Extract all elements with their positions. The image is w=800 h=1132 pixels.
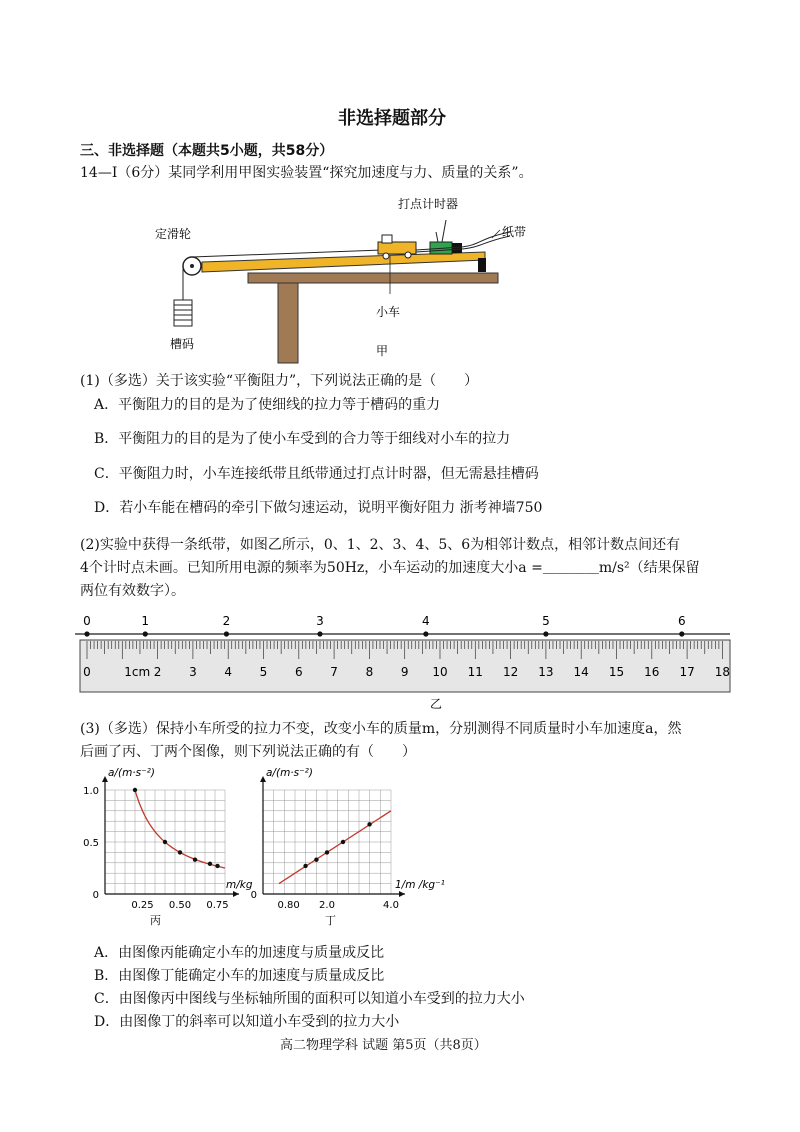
count-point-dot: [224, 631, 229, 636]
chart-ding: [245, 764, 450, 929]
weight-label: 槽码: [170, 337, 195, 351]
q1-option-c: C．平衡阻力时，小车连接纸带且纸带通过打点计时器，但无需悬挂槽码: [94, 466, 539, 482]
figure-yi-label: 乙: [430, 697, 443, 711]
q3-option-d: D．由图像丁的斜率可以知道小车受到的拉力大小: [94, 1014, 400, 1030]
pulley-label: 定滑轮: [155, 227, 192, 241]
hanging-weights-icon: [174, 300, 192, 326]
data-point: [341, 840, 345, 844]
q3-option-b: B．由图像丁能确定小车的加速度与质量成反比: [94, 968, 385, 984]
question-intro: 14—Ⅰ（6分）某同学利用甲图实验装置“探究加速度与力、质量的关系”。: [80, 165, 533, 181]
x-tick-label: 0.50: [168, 900, 192, 911]
x-axis-arrow: [399, 891, 405, 897]
section-heading: 三、非选择题（本题共5小题，共58分）: [80, 143, 334, 159]
y-tick-label: 1.0: [83, 786, 99, 797]
x-axis-label: m/kg: [226, 879, 253, 891]
count-point-dot: [423, 631, 428, 636]
count-point-label: 1: [141, 614, 150, 628]
string: [192, 250, 382, 257]
data-point: [178, 850, 182, 854]
ruler-scale-label: 17: [679, 665, 695, 679]
q1-stem: (1)（多选）关于该实验“平衡阻力”，下列说法正确的是（ ）: [80, 373, 479, 389]
chart-title: 丙: [150, 914, 161, 927]
table-leg: [278, 283, 298, 363]
y-tick-label: 0.5: [83, 838, 99, 849]
cart-label: 小车: [376, 305, 401, 319]
x-tick-label: 0.75: [206, 900, 229, 911]
data-point: [314, 857, 318, 861]
fit-curve: [135, 790, 225, 868]
x-axis-arrow: [233, 891, 239, 897]
count-point-dot: [84, 631, 89, 636]
tape-label: 纸带: [502, 225, 527, 239]
timer-label: 打点计时器: [398, 197, 459, 211]
q3-line-2: 后画了丙、丁两个图像，则下列说法正确的有（ ）: [80, 744, 416, 760]
fit-line: [279, 811, 391, 884]
ruler-scale-label: 10: [432, 665, 448, 679]
ruler-scale-label: 11: [467, 665, 483, 679]
table-top: [248, 273, 498, 283]
data-point: [367, 822, 371, 826]
q1-option-b: B．平衡阻力的目的是为了使小车受到的合力等于细线对小车的拉力: [94, 431, 511, 447]
ruler-scale-label: 7: [330, 665, 338, 679]
count-point-label: 5: [542, 614, 550, 628]
y-tick-label: 0: [92, 890, 99, 901]
y-tick-label: 0: [250, 890, 257, 901]
page-title: 非选择题部分: [338, 108, 446, 129]
y-axis-label: a/(m·s⁻²): [108, 767, 155, 779]
data-point: [303, 864, 307, 868]
ruler-scale-label: 14: [573, 665, 589, 679]
data-point: [208, 862, 212, 866]
count-point-dot: [679, 631, 684, 636]
ruler-scale-label: 3: [189, 665, 197, 679]
x-axis-label: 1/m /kg⁻¹: [395, 879, 445, 891]
x-tick-label: 0.80: [277, 900, 300, 911]
x-tick-label: 4.0: [383, 900, 399, 911]
x-tick-label: 0.25: [131, 900, 154, 911]
q3-option-a: A．由图像丙能确定小车的加速度与质量成反比: [94, 945, 385, 961]
ruler-scale-label: 2: [153, 665, 162, 679]
grid: [263, 790, 391, 894]
x-tick-label: 2.0: [319, 900, 335, 911]
data-point: [193, 857, 197, 861]
ruler-scale-label: 13: [538, 665, 554, 679]
page-footer: 高二物理学科 试题 第5页（共8页）: [280, 1038, 487, 1053]
ruler-scale-label: 9: [400, 665, 409, 679]
ruler-scale-label: 5: [259, 665, 268, 679]
wedge-block: [478, 258, 486, 272]
count-point-dot: [143, 631, 148, 636]
count-point-label: 3: [316, 614, 324, 628]
data-point: [215, 864, 219, 868]
count-point-label: 6: [677, 614, 686, 628]
count-point-label: 2: [222, 614, 231, 628]
count-point-dot: [543, 631, 548, 636]
q3-line-1: (3)（多选）保持小车所受的拉力不变，改变小车的质量m，分别测得不同质量时小车加速度a，然: [80, 721, 682, 737]
ruler-scale-label: 12: [502, 665, 519, 679]
data-point: [325, 850, 329, 854]
ruler-scale-label: 16: [644, 665, 660, 679]
chart-title: 丁: [325, 914, 336, 927]
count-point-dot: [317, 631, 322, 636]
q1-option-d: D．若小车能在槽码的牵引下做匀速运动，说明平衡好阻力 浙考神墙750: [94, 500, 543, 516]
q2-line-2: 4个计时点未画。已知所用电源的频率为50Hz，小车运动的加速度大小a =＿＿＿＿m/s²（结果保留: [80, 560, 700, 576]
count-point-label: 0: [83, 614, 91, 628]
q1-option-a: A．平衡阻力的目的是为了使细线的拉力等于槽码的重力: [94, 397, 441, 413]
ruler-scale-label: 18: [714, 665, 731, 679]
data-point: [163, 840, 167, 844]
q3-option-c: C．由图像丙中图线与坐标轴所围的面积可以知道小车受到的拉力大小: [94, 991, 525, 1007]
chart-bing: [80, 764, 255, 929]
ruler-scale-label: 6: [294, 665, 303, 679]
q2-line-1: (2)实验中获得一条纸带，如图乙所示，0、1、2、3、4、5、6为相邻计数点，相邻计数点间还有: [80, 537, 681, 553]
ruler-scale-label: 4: [224, 665, 233, 679]
q2-line-3: 两位有效数字）。: [80, 583, 185, 599]
data-point: [133, 788, 137, 792]
apparatus-figure: [150, 190, 550, 365]
ruler-scale-label: 15: [608, 665, 625, 679]
y-axis-label: a/(m·s⁻²): [266, 767, 313, 779]
ruler-scale-label: 8: [365, 665, 374, 679]
ruler-scale-label: 1cm: [124, 665, 151, 679]
figure-jia-label: 甲: [376, 344, 389, 358]
ruler-scale-label: 0: [83, 665, 91, 679]
ruler-figure: [75, 612, 735, 712]
count-point-label: 4: [422, 614, 430, 628]
